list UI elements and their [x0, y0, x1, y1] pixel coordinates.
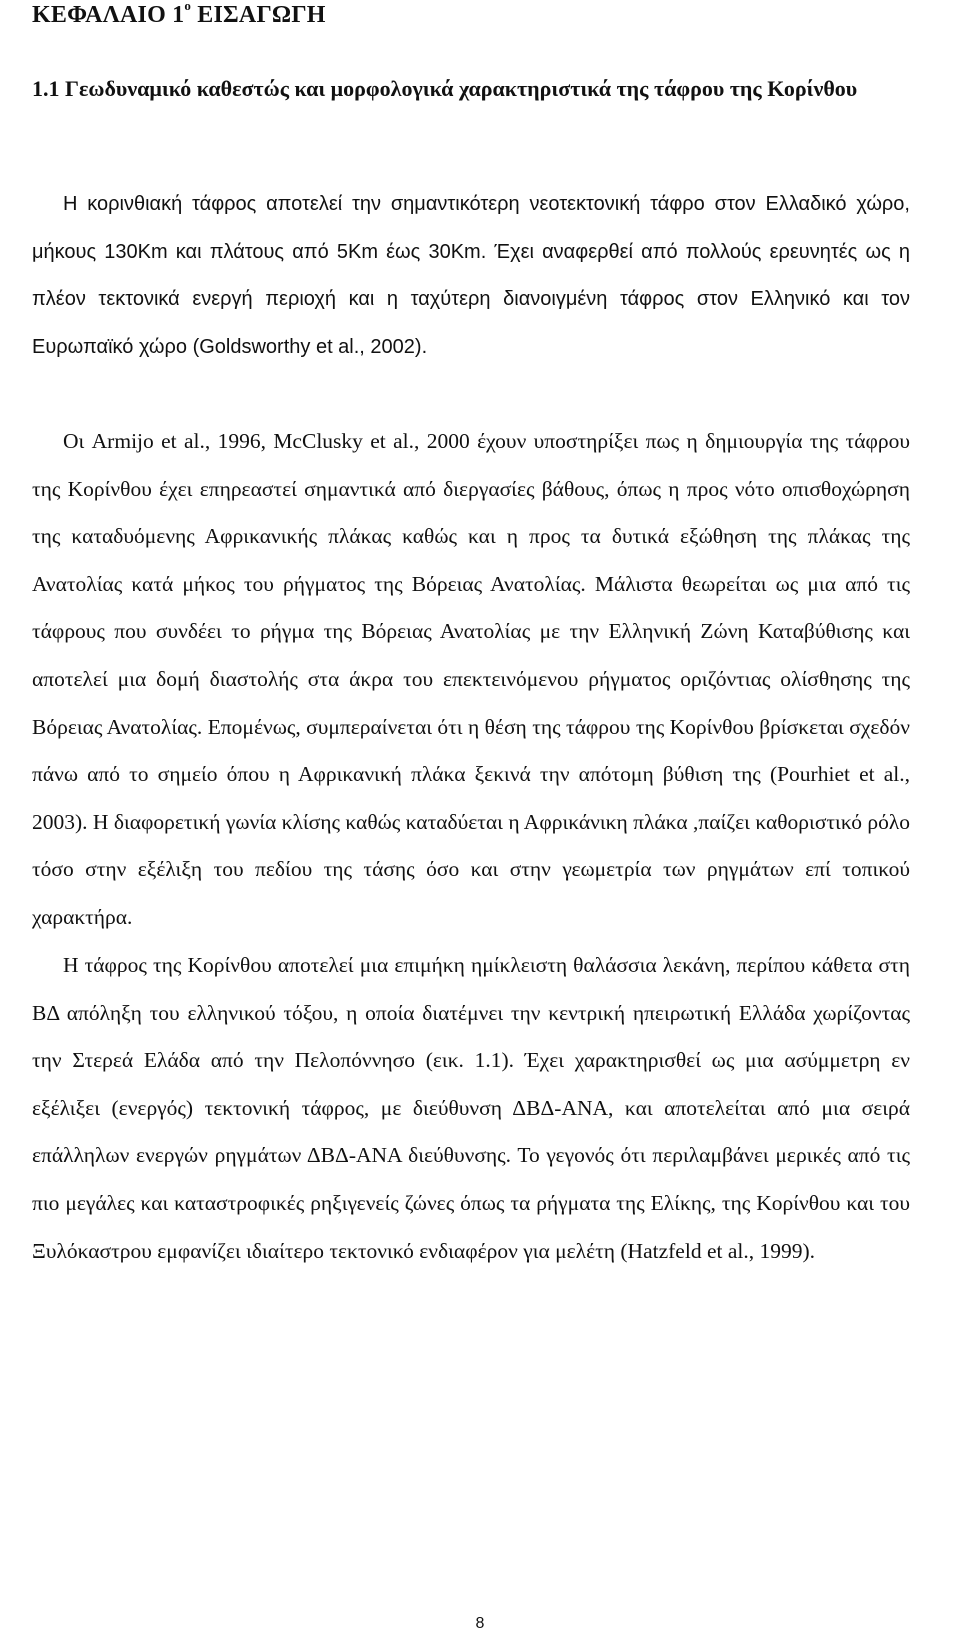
section-heading: 1.1 Γεωδυναμικό καθεστώς και μορφολογικά χαρακτηριστικά της τάφρου της Κορίνθου — [32, 76, 858, 101]
chapter-title — [32, 2, 326, 29]
chapter-title-rest: ΕΙΣΑΓΩΓΗ — [191, 2, 326, 28]
chapter-title-ordinal: ο — [184, 0, 192, 13]
paragraph-geodynamics: Οι Armijo et al., 1996, McClusky et al., 2000 έχουν υποστηρίξει πως η δημιουργία της τάφρου της Κορίνθου έχει επηρεαστεί σημαντικά από διεργασίες βάθους, όπως η προς νότο οπισθοχώρηση της καταδυόμενης Αφρικανικής πλάκας καθώς και η προς τα δυτικά εξώθηση της πλάκας της Ανατολίας κατά μήκος του ρήγματος της Βόρειας Ανατολίας. Μάλιστα θεωρείται ως μια από τις τάφρους που συνδέει το ρήγμα της Βόρειας Ανατολίας με την Ελληνική Ζώνη Καταβύθισης και αποτελεί μια δομή διαστολής στα άκρα του επεκτεινόμενου ρήγματος οριζόντιας ολίσθησης της Βόρειας Ανατολίας. Επομένως, συμπεραίνεται ότι η θέση της τάφρου της Κορίνθου βρίσκεται σχεδόν πάνω από το σημείο όπου η Αφρικανική πλάκα ξεκινά την απότομη βύθιση της (Pourhiet et al., 2003). Η διαφορετική γωνία κλίσης καθώς καταδύεται η Αφρικάνικη πλάκα ,παίζει καθοριστικό ρόλο τόσο στην εξέλιξη του πεδίου της τάσης όσο και στην γεωμετρία των ρηγμάτων επί τοπικού χαρακτήρα. — [32, 429, 910, 929]
page-number: 8 — [475, 1615, 485, 1632]
paragraph-morphology: Η τάφρος της Κορίνθου αποτελεί μια επιμήκη ημίκλειστη θαλάσσια λεκάνη, περίπου κάθετα στη ΒΔ απόληξη του ελληνικού τόξου, η οποία διατέμνει την κεντρική ηπειρωτική Ελλάδα χωρίζοντας την Στερεά Ελάδα από την Πελοπόννησο (εικ. 1.1). Έχει χαρακτηρισθεί ως μια ασύμμετρη εν εξέλιξει (ενεργός) τεκτονική τάφρος, με διεύθυνση ΔΒΔ-ΑΝΑ, και αποτελείται από μια σειρά επάλληλων ενεργών ρηγμάτων ΔΒΔ-ΑΝΑ διεύθυνσης. Το γεγονός ότι περιλαμβάνει μερικές από τις πιο μεγάλες και καταστροφικές ρηξιγενείς ζώνες όπως τα ρήγματα της Ελίκης, της Κορίνθου και του Ξυλόκαστρου εμφανίζει ιδιαίτερο τεκτονικό ενδιαφέρον για μελέτη (Hatzfeld et al., 1999). — [32, 953, 910, 1263]
chapter-title-main: ΚΕΦΑΛΑΙΟ 1 — [32, 2, 185, 28]
paragraph-intro: Η κορινθιακή τάφρος αποτελεί την σημαντικότερη νεοτεκτονική τάφρο στον Ελλαδικό χώρο, μήκους 130Km και πλάτους από 5Km έως 30Km. Έχει αναφερθεί από πολλούς ερευνητές ως η πλέον τεκτονικά ενεργή περιοχή και η ταχύτερη διανοιγμένη τάφρος στον Ελληνικό και τον Ευρωπαϊκό χώρο (Goldsworthy et al., 2002). — [32, 193, 910, 358]
